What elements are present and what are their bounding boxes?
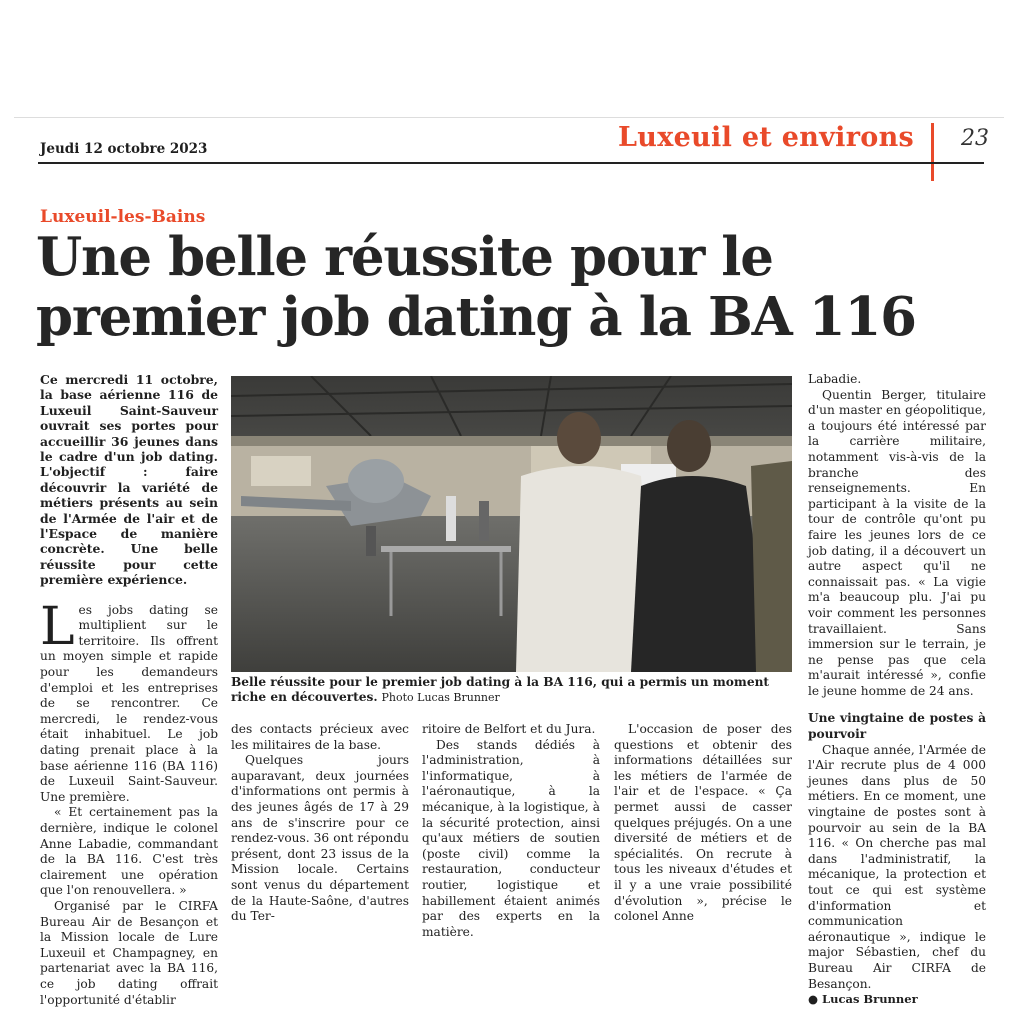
paragraph-7: Des stands dédiés à l'administration, à l'informatique, à l'aéronautique, à la mécanique, à la logistique, à la sécurité protection, ainsi qu'aux métiers de soutien (poste civil) comme la restauration, conducteur routier, logistique et habillement étaient animés par des experts en la matière.	[422, 737, 600, 939]
section-title: Luxeuil et environs	[618, 122, 915, 153]
paragraph-6: ritoire de Belfort et du Jura.	[422, 722, 596, 736]
paragraph-11: Chaque année, l'Armée de l'Air recrute plus de 4 000 jeunes dans plus de 50 métiers. En ce moment, une vingtaine de postes sont à pourvoir au sein de la BA 116. « On cherche pas mal dans l'administratif, la mécanique, la protection et tout ce qui est système d'information et communication aéronautique », indique le major Sébastien, chef du Bureau Air CIRFA de Besançon.	[808, 742, 986, 991]
article-photo	[231, 376, 792, 672]
paragraph-10: Quentin Berger, titulaire d'un master en géopolitique, a toujours été intéressé par la carrière militaire, notamment vis-à-vis de la branche des renseignements. En participant à la visite de la tour de contrôle qu'ont pu faire les jeunes lors de ce job dating, il a découvert un autre aspect qu'il ne connaissait pas. « La vigie m'a beaucoup plu. J'ai pu voir comment les personnes travaillaient. Sans immersion sur le terrain, je ne pense pas que cela m'aurait intéressé », confie le jeune homme de 24 ans.	[808, 387, 986, 698]
page-number: 23	[961, 126, 989, 151]
article-kicker: Luxeuil-les-Bains	[40, 207, 206, 227]
article-subhead: Une vingtaine de postes à pourvoir	[808, 711, 986, 742]
paragraph-5: Quelques jours auparavant, deux journées d'informations ont permis à des jeunes âgés de 17 à 29 ans de s'inscrire pour ce rendez-vous. 36 ont répondu présent, dont 23 issus de la Mission locale. Certains sont venus du département de la Haute-Saône, d'autres du Ter-	[231, 753, 409, 924]
photo-caption	[231, 675, 792, 705]
paragraph-4: des contacts précieux avec les militaires de la base.	[231, 722, 409, 752]
drop-cap: L	[40, 596, 75, 657]
photo-credit: Photo Lucas Brunner	[381, 691, 500, 704]
paragraph-3: Organisé par le CIRFA Bureau Air de Besançon et la Mission locale de Lure Luxeuil et Champagney, en partenariat avec la BA 116, ce job dating offrait l'opportunité d'établir	[40, 898, 218, 1007]
article-headline: Une belle réussite pour le premier job dating à la BA 116	[36, 226, 916, 348]
column-4	[614, 722, 792, 925]
paragraph-2: « Et certainement pas la dernière, indique le colonel Anne Labadie, commandant de la BA 116. C'est très clairement une opération que l'on renouvellera. »	[40, 805, 218, 898]
column-2	[231, 722, 409, 925]
paragraph-1	[40, 596, 218, 806]
article-lede: Ce mercredi 11 octobre, la base aérienne 116 de Luxeuil Saint-Sauveur ouvrait ses portes pour accueillir 36 jeunes dans le cadre d'un job dating. L'objectif : faire découvrir la variété de métiers présents au sein de l'Armée de l'air et de l'Espace de manière concrète. Une belle réussite pour cette première expérience.	[40, 372, 218, 588]
paragraph-8: L'occasion de poser des questions et obtenir des informations détaillées sur les métiers de l'armée de l'air et de l'espace. « Ça permet aussi de casser quelques préjugés. On a une diversité de métiers et de spécialités. On recrute à tous les niveaux d'études et il y a une vraie possibilité d'évolution », précise le colonel Anne	[614, 722, 792, 924]
article-byline: ● Lucas Brunner	[808, 992, 918, 1007]
caption-text: Belle réussite pour le premier job dating à la BA 116, qui a permis un moment riche en découvertes.	[231, 675, 770, 704]
paragraph-1-text: es jobs dating se multiplient sur le territoire. Ils offrent un moyen simple et rapide pour les demandeurs d'emploi et les entreprises de se rencontrer. Ce mercredi, le rendez-vous était inhabituel. Le job dating prenait place à la base aérienne 116 (BA 116) de Luxeuil Saint-Sauveur. Une première.	[40, 602, 218, 804]
column-5	[808, 372, 986, 1008]
page-top-rule	[14, 117, 1004, 118]
hangar-photo-illustration	[231, 376, 792, 672]
paragraph-9: Labadie.	[808, 372, 862, 386]
column-3	[422, 722, 600, 940]
issue-date: Jeudi 12 octobre 2023	[40, 141, 208, 157]
column-1	[40, 372, 218, 1008]
section-divider	[931, 123, 934, 181]
header-rule	[38, 162, 984, 164]
